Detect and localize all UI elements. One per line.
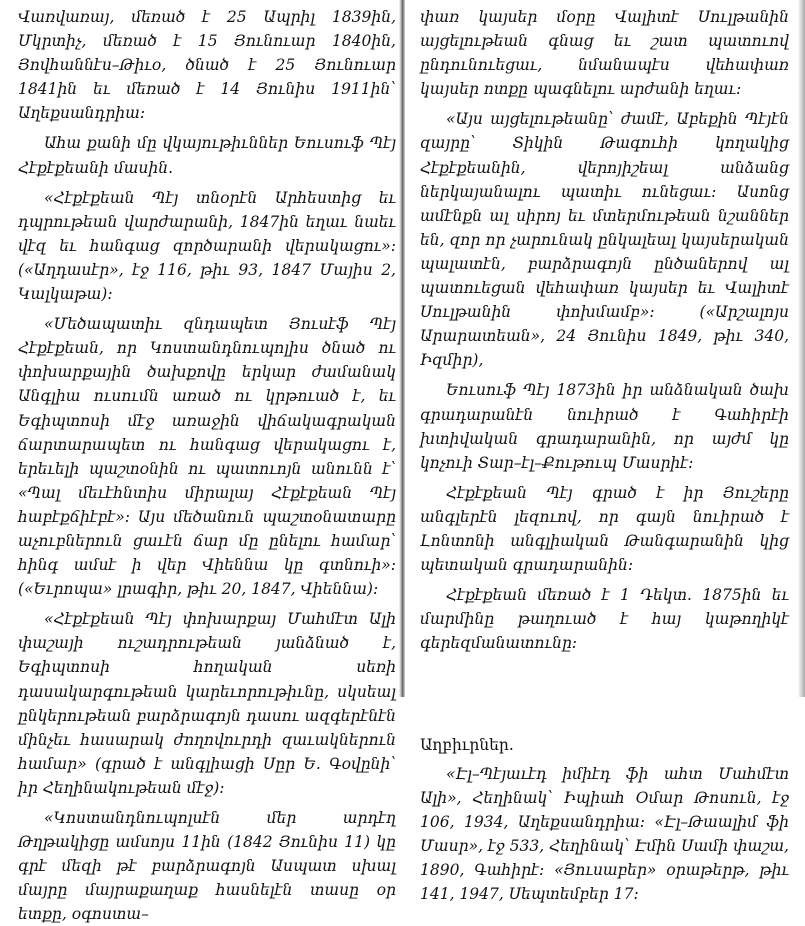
right-paragraph-4: Հէքէքեան Պէյ գրած է իր Յուշերը անգլերէն լեզուով, որ գայն նուիրած է Լոնտոնի անգլիական Թանգարանին կից պետական գրադարանին: bbox=[420, 483, 789, 575]
right-paragraph-3: Եուսուֆ Պէյ 1873ին իր անձնական ծախ գրադարանէն նուիրած է Գահիրէի խտիվական գրադարանին, որ այժմ կը կոչուի Տար–էլ–Քութուպ Մասրիէ: bbox=[420, 381, 789, 472]
left-paragraph-4: «Մեծապատիւ զնդապետ Յուսէֆ Պէյ Հէքէքեան, որ Կոստանդնուպոլիս ծնած ու փոխարքային ծախքովը երկար ժամանակ Անգլիա ուսումն առած ու կրթուած է, եւ Եգիպտոսի մէջ առաջին վիճակագրական ճարտարապետ ու հանգաց վերակացու է, երեւելի պաշտօնին ու պատուոյն անունն է՝ «Պալ մեւէհնտիս միրալայ Հէքէքեան Պէյ հաբէքճիէբէ»: Այս մեծանուն պաշտօնատարը աչուբներուն ցաւէն ճար մը ընելու համար՝ հինգ ամսէ ի վեր Վիեննա կը գտնուի»: («Եւրոպա» լրագիր, թիւ 20, 1847, Վիեննա): bbox=[18, 315, 396, 599]
sources-heading: Աղբիւրներ. bbox=[420, 736, 514, 755]
left-paragraph-1: Վառվառայ, մեռած է 25 Ապրիլ 1839ին, Մկրտիչ, մեռած է 15 Յունուար 1840ին, Յովհաննէս–Թիւօ, ծնած է 25 Յունուար 1841ին եւ մեռած է 14 Յունիս 1911ին՝ Աղեքսանդրիա: bbox=[18, 8, 396, 123]
left-page-column bbox=[0, 0, 400, 924]
left-paragraph-5: «Հէքէքեան Պէյ փոխարքայ Մահմէտ Ալի փաշայի ուշադրութեան յանձնած է, Եգիպտոսի հողական սեռի դասակարգութեան կարեւորութիւնը, սկսեալ ընկերութեան բարձրագոյն դասու ազգերէնէն մինչեւ հասարակ ժողովուրդի զաւակներուն համար» (գրած է անգլիացի Սըր Ե. Գօվընի՝ իր Հեղինակութեան մէջ): bbox=[18, 610, 396, 797]
right-paragraph-1: փառ կայսեր մօրը Վալիտէ Սուլթանին այցելութեան գնաց եւ շատ պատուով ընդունուեցաւ, նմանապէս վեհափառ կայսեր ոտքը պագնելու արժանի եղաւ: bbox=[420, 8, 789, 99]
right-paragraph-2: «Այս այցելութեանը՝ ժամէ, Աբեքին Պէյէն զայրը՝ Տիկին Թագուհի կողակից Հէքէքեանին, վերոյիշեալ անձանց ներկայանալու պատիւ ունեցաւ: Ասոնց ամէնքն ալ սիրոյ եւ մտերմութեան նշաններ են, զոր որ չարունակ ընկալեալ կայսերական պալատէն, բարձրագոյն ընծաներով ալ պատուեցան վեհափառ կայսեր եւ Վալիտէ Սուլթանին փոխմամբ»: («Արշալոյս Արարատեան», 24 Յունիս 1849, թիւ 340, Իզմիր), bbox=[420, 110, 789, 370]
left-paragraph-6: «Կոստանդնուպոլսէն մեր արդէղ Թղթակիցը ամսոյս 11ին (1842 Յունիս 11) կը գրէ մեզի թէ բարձրագոյն Ասպատ սխալ մայրը մայրաքաղաք հասնելէն տասը օր ետքը, օգոստա– bbox=[18, 809, 396, 924]
right-paragraph-5: Հէքէքեան մեռած է 1 Դեկտ. 1875ին եւ մարմինը թաղուած է հայ կաթողիկէ գերեզմանատունը: bbox=[420, 586, 789, 653]
left-paragraph-3: «Հէքէքեան Պէյ տնօրէն Արհեստից եւ դպրութեան վարժարանի, 1847ին եղաւ նաեւ վէզ եւ հանգաց զործարանի վերակացու»: («Աղդասէր», էջ 116, թիւ 93, 1847 Մայիս 2, Կալկաթա): bbox=[18, 188, 396, 304]
left-paragraph-2: Ահա քանի մը վկայութիւններ Եուսուֆ Պէյ Հէքէքեանի մասին. bbox=[18, 134, 396, 177]
section-spacer bbox=[420, 661, 789, 733]
right-page-column bbox=[404, 0, 805, 903]
page-edge-shadow bbox=[798, 0, 805, 697]
sources-text: «Էլ–Պէյաւէդ իմիէդ ֆի ահտ Մահմէտ Ալի», Հեղինակ՝ Իպիահ Օմար Թոսուն, էջ 106, 1934, Աղեքսանդրիա: «Էլ–Թաալիմ ֆի Մասր», էջ 533, Հեղինակ՝ Էմին Սամի փաշա, 1890, Գահիրէ: «Յուսաբեր» օրաթերթ, թիւ 141, 1947, Սեպտեմբեր 17: bbox=[420, 764, 789, 903]
